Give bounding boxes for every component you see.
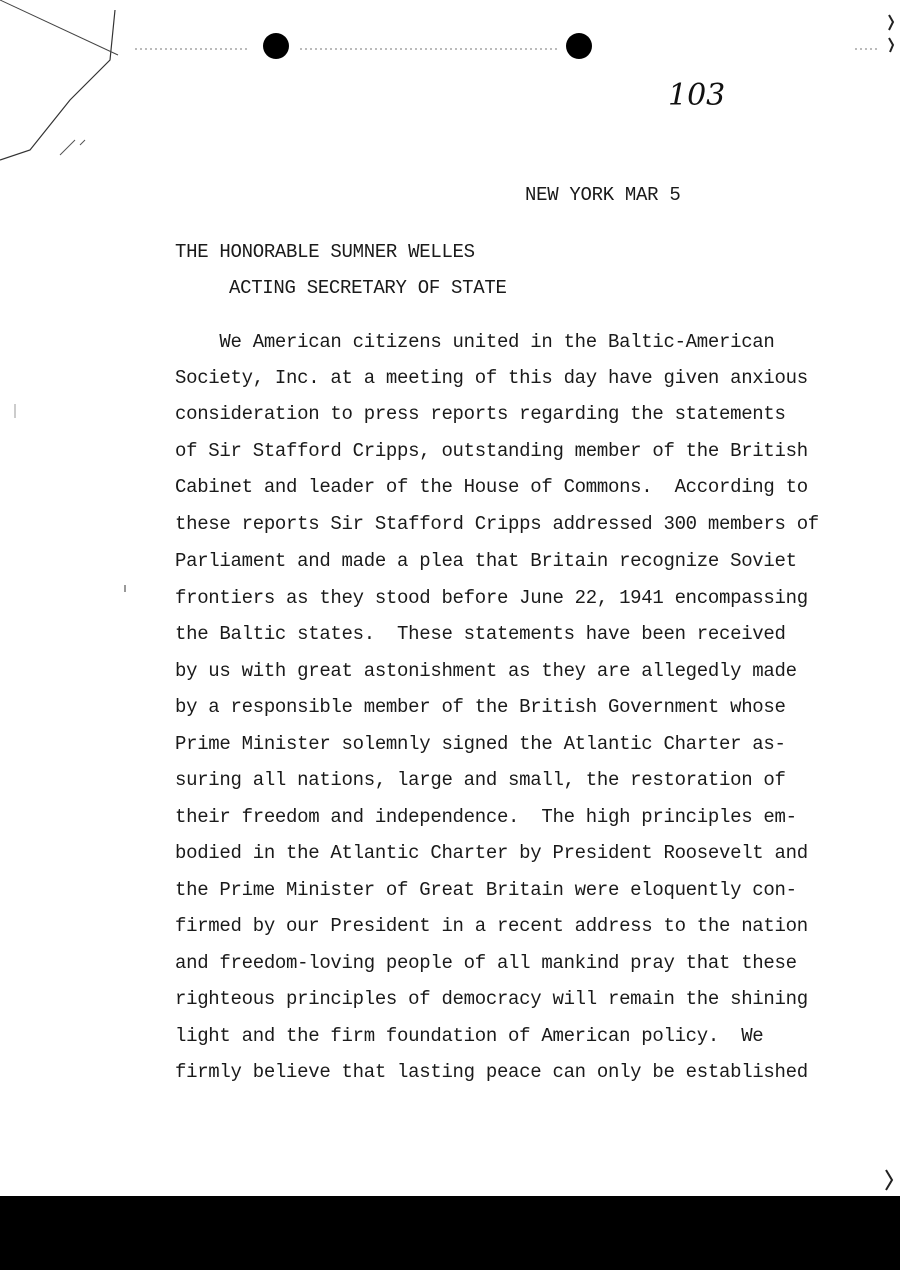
edge-clip-mark [889,15,893,52]
body-line: light and the firm foundation of American policy. We [175,1025,764,1047]
body-line: bodied in the Atlantic Charter by President Roosevelt and [175,842,808,864]
body-line: Prime Minister solemnly signed the Atlantic Charter as- [175,733,786,755]
body-line: their freedom and independence. The high principles em- [175,806,797,828]
corner-scratch [60,140,85,155]
addressee-title: ACTING SECRETARY OF STATE [229,277,507,299]
addressee-name: THE HONORABLE SUMNER WELLES [175,241,475,263]
torn-corner-mark [0,10,115,160]
body-line: these reports Sir Stafford Cripps addressed 300 members of [175,513,819,535]
body-line: of Sir Stafford Cripps, outstanding member of the British [175,440,808,462]
scanner-edge-band [0,1196,900,1270]
punch-hole-left [263,33,289,59]
body-line: and freedom-loving people of all mankind pray that these [175,952,797,974]
body-line: Cabinet and leader of the House of Commons. According to [175,476,808,498]
handwritten-page-number: 103 [668,78,726,113]
body-line: firmly believe that lasting peace can only be established [175,1061,808,1083]
body-line: the Prime Minister of Great Britain were eloquently con- [175,879,797,901]
body-line: firmed by our President in a recent address to the nation [175,915,808,937]
body-line: suring all nations, large and small, the restoration of [175,769,786,791]
body-line: by a responsible member of the British Government whose [175,696,786,718]
corner-fold-line [0,0,118,55]
dateline: NEW YORK MAR 5 [525,184,681,206]
body-line: consideration to press reports regarding the statements [175,403,786,425]
body-line: the Baltic states. These statements have been received [175,623,786,645]
punch-hole-right [566,33,592,59]
body-line: Society, Inc. at a meeting of this day have given anxious [175,367,808,389]
body-line: righteous principles of democracy will remain the shining [175,988,808,1010]
body-line: frontiers as they stood before June 22, 1941 encompassing [175,587,808,609]
body-line: by us with great astonishment as they are allegedly made [175,660,797,682]
body-line: Parliament and made a plea that Britain recognize Soviet [175,550,797,572]
body-line: We American citizens united in the Baltic-American [175,331,775,353]
right-edge-marks [886,1170,892,1190]
